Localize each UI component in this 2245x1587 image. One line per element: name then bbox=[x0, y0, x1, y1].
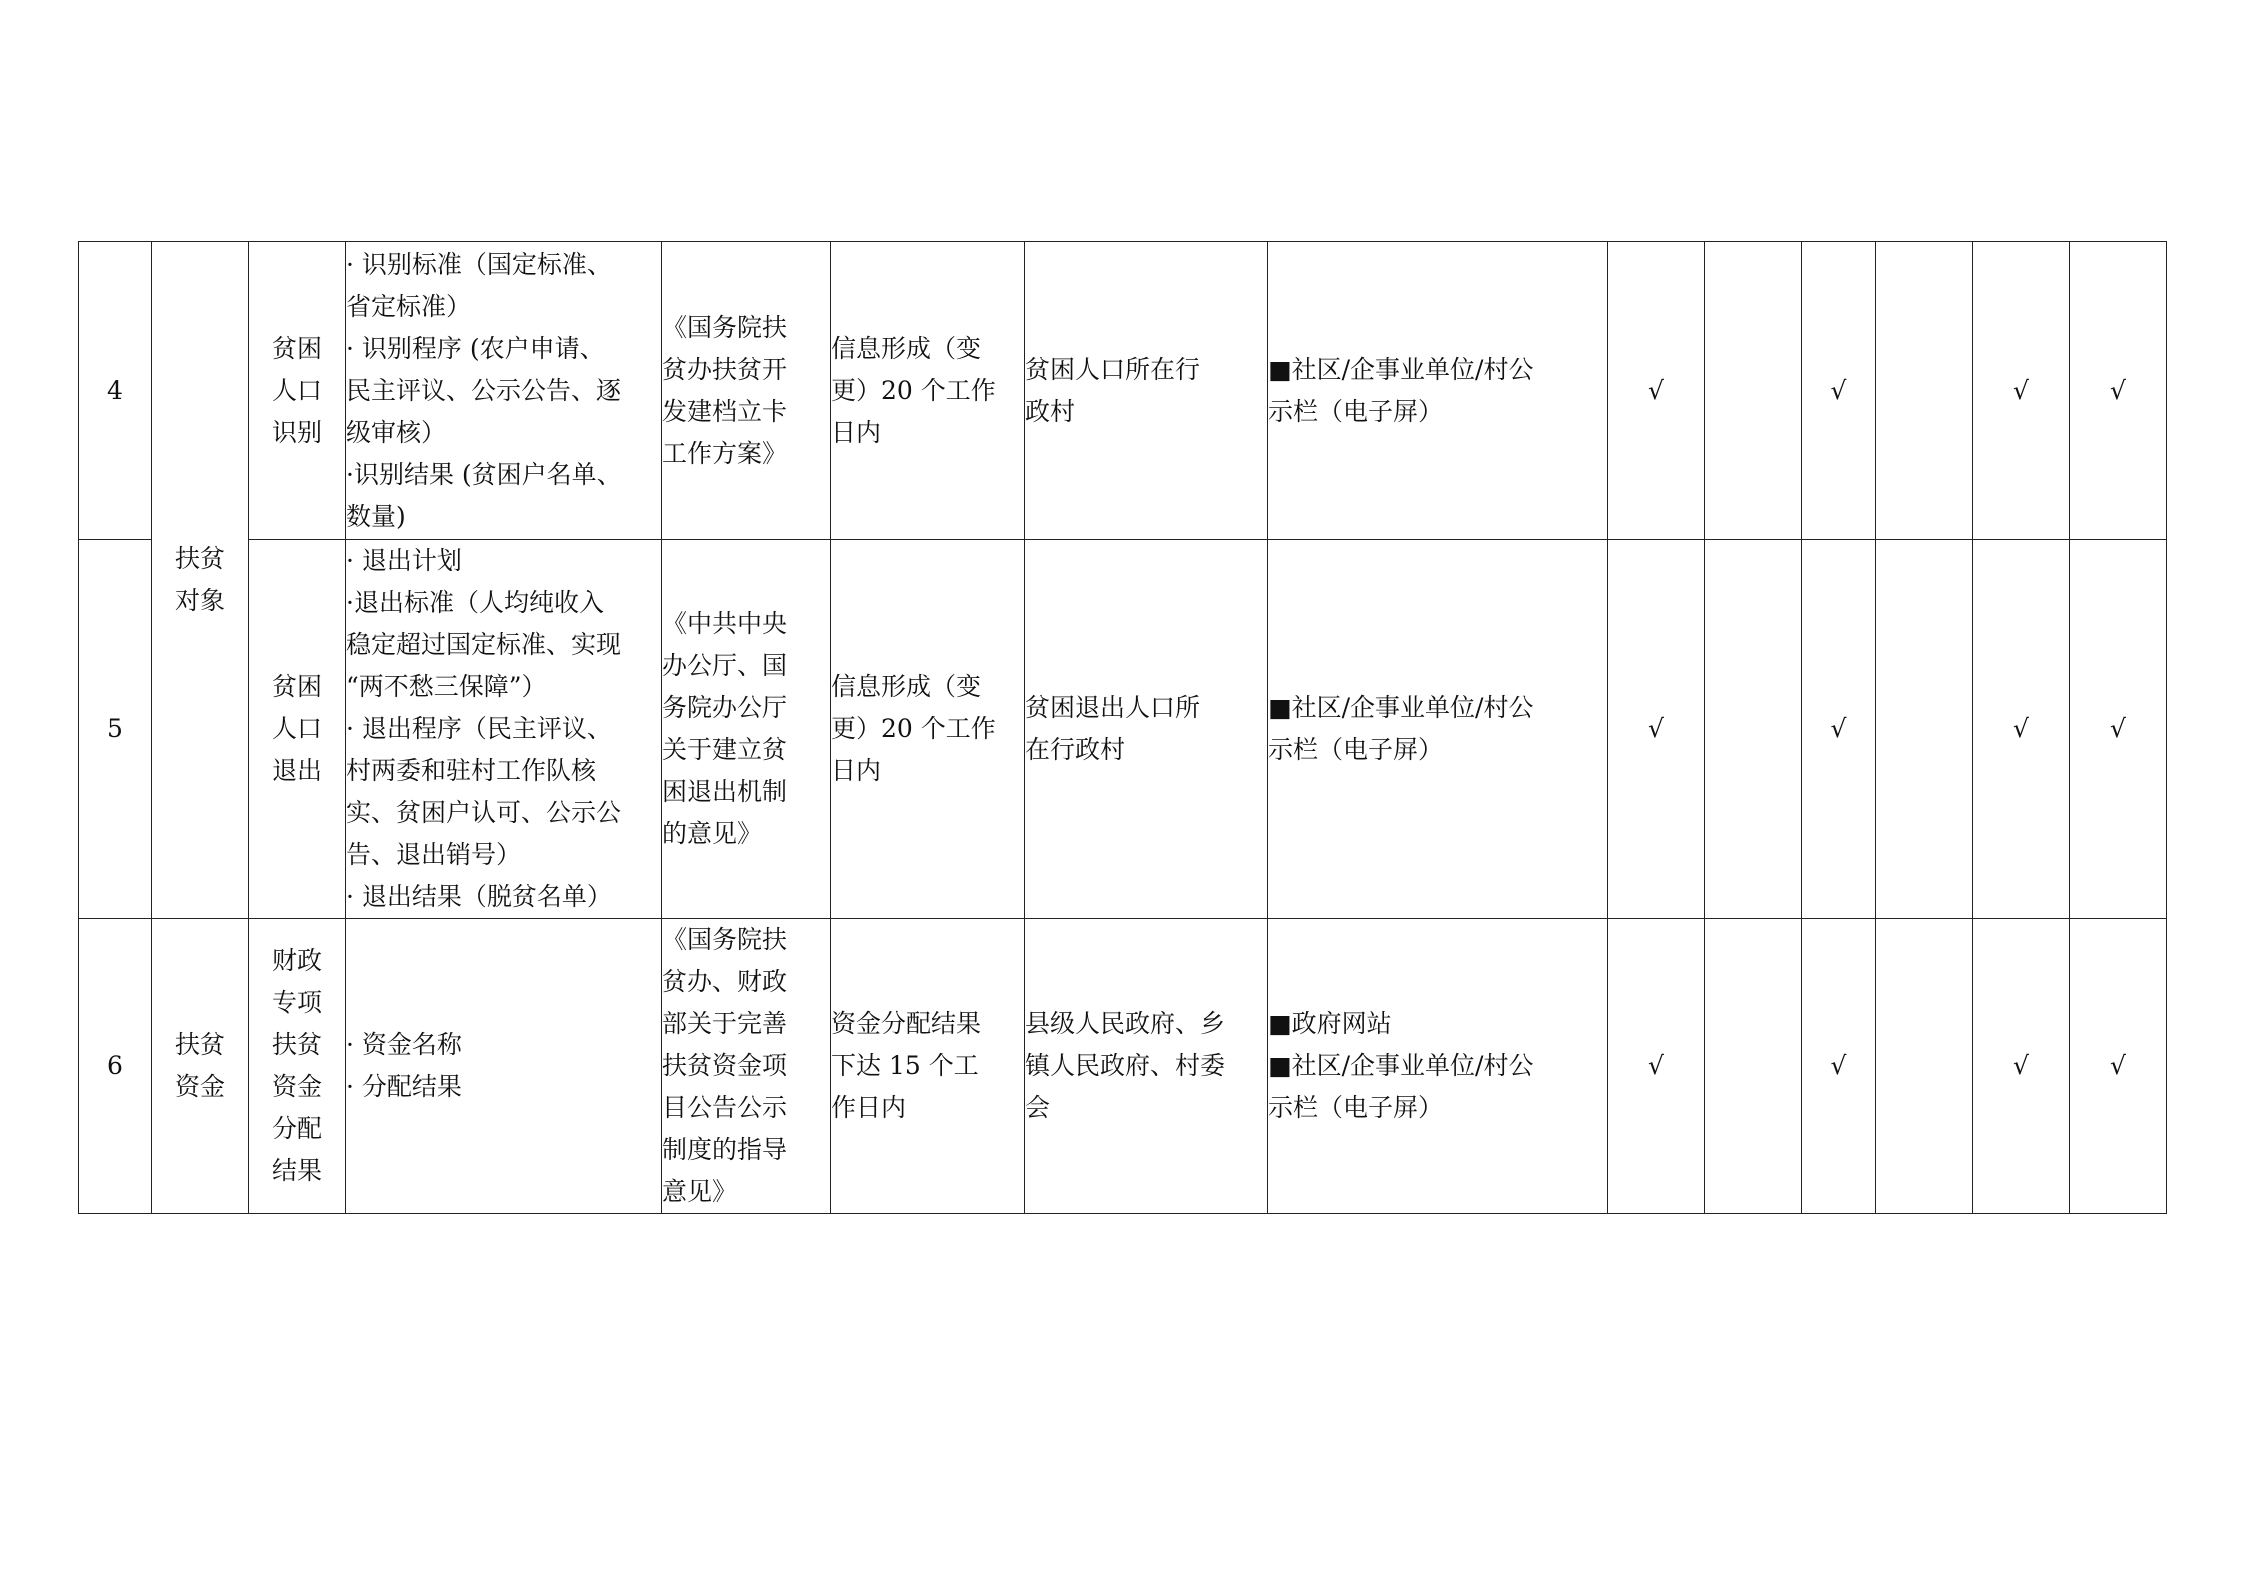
deadline-cell: 信息形成（变 更）20 个工作 日内 bbox=[831, 242, 1025, 540]
check-mark: √ bbox=[1802, 242, 1876, 540]
check-mark bbox=[1705, 540, 1802, 919]
table-row bbox=[79, 242, 2167, 540]
check-mark: √ bbox=[1608, 540, 1705, 919]
content-cell: · 退出计划 ·退出标准（人均纯收入 稳定超过国定标准、实现 “两不愁三保障”） · 退出程序（民主评议、 村两委和驻村工作队核 实、贫困户认可、公示公 告、退出销号） · 退出结果（脱贫名单） bbox=[346, 540, 662, 919]
check-mark bbox=[1876, 540, 1973, 919]
subject-cell: 贫困退出人口所 在行政村 bbox=[1025, 540, 1268, 919]
check-mark: √ bbox=[1608, 919, 1705, 1214]
basis-cell: 《国务院扶 贫办、财政 部关于完善 扶贫资金项 目公告公示 制度的指导 意见》 bbox=[662, 919, 831, 1214]
check-mark bbox=[1876, 919, 1973, 1214]
check-mark bbox=[1705, 919, 1802, 1214]
channel-cell: ■社区/企事业单位/村公 示栏（电子屏） bbox=[1268, 242, 1608, 540]
check-mark: √ bbox=[1973, 919, 2070, 1214]
row-number: 6 bbox=[79, 919, 152, 1214]
content-cell: · 识别标准（国定标准、 省定标准） · 识别程序 (农户申请、 民主评议、公示公告、逐 级审核） ·识别结果 (贫困户名单、 数量) bbox=[346, 242, 662, 540]
item-cell: 贫困 人口 退出 bbox=[249, 540, 346, 919]
table-row bbox=[79, 919, 2167, 1214]
table-row bbox=[79, 540, 2167, 919]
channel-cell: ■政府网站 ■社区/企事业单位/村公 示栏（电子屏） bbox=[1268, 919, 1608, 1214]
check-mark: √ bbox=[1802, 540, 1876, 919]
channel-cell: ■社区/企事业单位/村公 示栏（电子屏） bbox=[1268, 540, 1608, 919]
check-mark: √ bbox=[1802, 919, 1876, 1214]
check-mark: √ bbox=[1608, 242, 1705, 540]
check-mark: √ bbox=[1973, 540, 2070, 919]
category-cell: 扶贫 资金 bbox=[152, 919, 249, 1214]
check-mark bbox=[1876, 242, 1973, 540]
item-cell: 贫困 人口 识别 bbox=[249, 242, 346, 540]
subject-cell: 县级人民政府、乡 镇人民政府、村委 会 bbox=[1025, 919, 1268, 1214]
deadline-cell: 资金分配结果 下达 15 个工 作日内 bbox=[831, 919, 1025, 1214]
deadline-cell: 信息形成（变 更）20 个工作 日内 bbox=[831, 540, 1025, 919]
category-cell: 扶贫 对象 bbox=[152, 242, 249, 919]
subject-cell: 贫困人口所在行 政村 bbox=[1025, 242, 1268, 540]
check-mark: √ bbox=[2070, 540, 2167, 919]
basis-cell: 《中共中央 办公厅、国 务院办公厅 关于建立贫 困退出机制 的意见》 bbox=[662, 540, 831, 919]
content-cell: · 资金名称 · 分配结果 bbox=[346, 919, 662, 1214]
row-number: 5 bbox=[79, 540, 152, 919]
row-number: 4 bbox=[79, 242, 152, 540]
check-mark: √ bbox=[2070, 242, 2167, 540]
check-mark bbox=[1705, 242, 1802, 540]
check-mark: √ bbox=[1973, 242, 2070, 540]
item-cell: 财政 专项 扶贫 资金 分配 结果 bbox=[249, 919, 346, 1214]
disclosure-table bbox=[78, 241, 2167, 1214]
check-mark: √ bbox=[2070, 919, 2167, 1214]
basis-cell: 《国务院扶 贫办扶贫开 发建档立卡 工作方案》 bbox=[662, 242, 831, 540]
